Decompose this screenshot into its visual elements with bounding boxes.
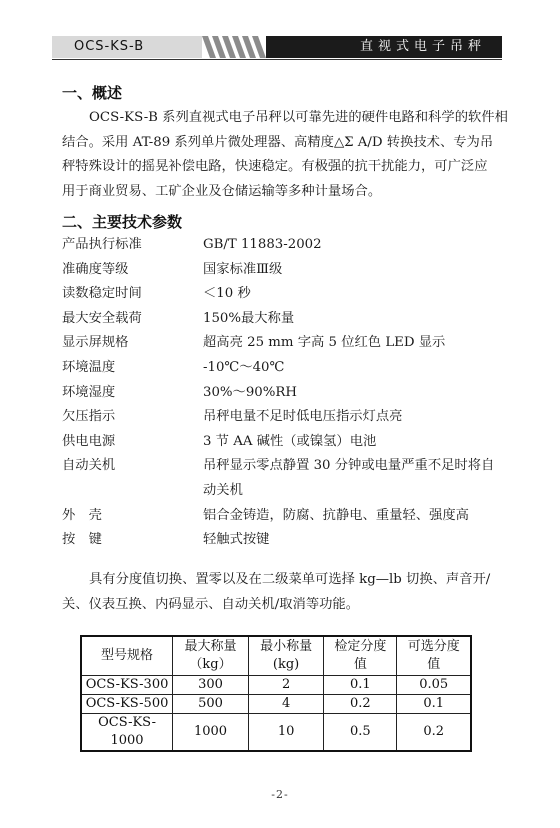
spec-row xyxy=(62,381,510,406)
table-cell: 1000 xyxy=(173,714,249,752)
spec-label: 自动关机 xyxy=(62,458,116,474)
spec-row xyxy=(62,331,510,356)
table-cell: OCS-KS-300 xyxy=(81,676,173,695)
table-header-cell xyxy=(397,636,471,676)
section-heading-specs: 二、主要技术参数 xyxy=(62,213,183,231)
spec-row xyxy=(62,258,510,283)
header-line: 值 xyxy=(353,657,367,672)
table-cell: 300 xyxy=(173,676,249,695)
spec-label: 按 键 xyxy=(62,532,102,548)
spec-value: 轻触式按键 xyxy=(203,532,270,548)
spec-label: 外 壳 xyxy=(62,507,102,523)
spec-label: 欠压指示 xyxy=(62,409,116,425)
features-line xyxy=(62,568,510,593)
features-line: 关、仪表互换、内码显示、自动关机/取消等功能。 xyxy=(62,596,360,612)
spec-list xyxy=(62,233,510,553)
spec-value: 铝合金铸造，防腐、抗静电、重量轻、强度高 xyxy=(203,507,469,523)
overview-line-text: OCS-KS-B 系列直视式电子吊秤以可靠先进的硬件电路和科学的软件相 xyxy=(89,110,508,125)
spec-value: 3 节 AA 碱性（或镍氢）电池 xyxy=(203,433,377,449)
spec-label: 产品执行标准 xyxy=(62,237,142,252)
table-cell: 10 xyxy=(248,714,323,752)
spec-value: 超高亮 25 mm 字高 5 位红色 LED 显示 xyxy=(203,335,446,351)
overview-line: 秤特殊设计的摇晃补偿电路，快速稳定。有极强的抗干扰能力，可广泛应 xyxy=(62,159,488,175)
table-row xyxy=(81,695,471,714)
header-line: 最小称量 xyxy=(260,639,313,654)
spec-row xyxy=(62,430,510,455)
table-cell: 0.1 xyxy=(397,695,471,714)
table-cell: 0.1 xyxy=(324,676,397,695)
table-header-cell xyxy=(248,636,323,676)
header-rule xyxy=(52,59,502,60)
spec-label: 准确度等级 xyxy=(62,261,129,277)
spec-label: 最大安全载荷 xyxy=(62,310,142,326)
table-row xyxy=(81,676,471,695)
spec-row xyxy=(62,504,510,529)
spec-label: 环境温度 xyxy=(62,359,116,375)
spec-label: 显示屏规格 xyxy=(62,335,129,351)
spec-value: 国家标准Ⅲ级 xyxy=(203,261,283,277)
table-row xyxy=(81,714,471,752)
table-header-cell: 型号规格 xyxy=(81,636,173,676)
header-line: 可选分度 xyxy=(407,639,460,654)
table-header-cell xyxy=(173,636,249,676)
spec-label: 读数稳定时间 xyxy=(62,286,142,302)
spec-value: 150%最大称量 xyxy=(203,310,295,326)
overview-paragraph xyxy=(62,106,510,204)
header-line: 最大称量 xyxy=(184,639,237,654)
page-header xyxy=(52,36,502,58)
spec-row xyxy=(62,233,510,258)
table-cell: 4 xyxy=(248,695,323,714)
spec-value: 吊秤电量不足时低电压指示灯点亮 xyxy=(203,409,403,425)
table-cell: 500 xyxy=(173,695,249,714)
features-paragraph xyxy=(62,568,510,617)
spec-row xyxy=(62,282,510,307)
header-line: 检定分度 xyxy=(334,639,387,654)
table-cell: 0.5 xyxy=(324,714,397,752)
page-number: -2- xyxy=(271,788,289,801)
header-stripes xyxy=(200,36,270,58)
header-model: OCS-KS-B xyxy=(52,36,202,58)
spec-label: 环境湿度 xyxy=(62,384,116,400)
overview-line: 结合。采用 AT-89 系列单片微处理器、高精度△Σ A/D 转换技术、专为吊 xyxy=(62,134,494,150)
spec-row xyxy=(62,528,510,553)
spec-value: ＜10 秒 xyxy=(203,286,251,302)
table-cell: 0.2 xyxy=(324,695,397,714)
section-heading-overview: 一、概述 xyxy=(62,84,123,102)
table-header-cell xyxy=(324,636,397,676)
header-line: （kg） xyxy=(189,657,232,672)
spec-row xyxy=(62,307,510,332)
spec-label: 供电电源 xyxy=(62,433,116,449)
spec-row xyxy=(62,454,510,503)
spec-value: 吊秤显示零点静置 30 分钟或电量严重不足时将自动关机 xyxy=(203,458,495,498)
model-spec-table xyxy=(80,635,472,752)
features-line-text: 具有分度值切换、置零以及在二级菜单可选择 kg—lb 切换、声音开/ xyxy=(89,572,491,587)
table-cell: 0.2 xyxy=(397,714,471,752)
spec-value: GB/T 11883-2002 xyxy=(203,237,322,252)
table-cell: 0.05 xyxy=(397,676,471,695)
header-line: 值 xyxy=(427,657,441,672)
header-title: 直视式电子吊秤 xyxy=(266,36,502,58)
table-header-row xyxy=(81,636,471,676)
table-cell: 2 xyxy=(248,676,323,695)
spec-row xyxy=(62,356,510,381)
overview-line: 用于商业贸易、工矿企业及仓储运输等多种计量场合。 xyxy=(62,183,382,199)
table-cell: OCS-KS-500 xyxy=(81,695,173,714)
spec-value: 30%～90%RH xyxy=(203,384,298,400)
header-line: (kg) xyxy=(272,657,300,672)
table-cell: OCS-KS-1000 xyxy=(81,714,173,752)
spec-row xyxy=(62,405,510,430)
overview-line xyxy=(62,106,510,131)
spec-value: -10℃～40℃ xyxy=(203,359,285,375)
